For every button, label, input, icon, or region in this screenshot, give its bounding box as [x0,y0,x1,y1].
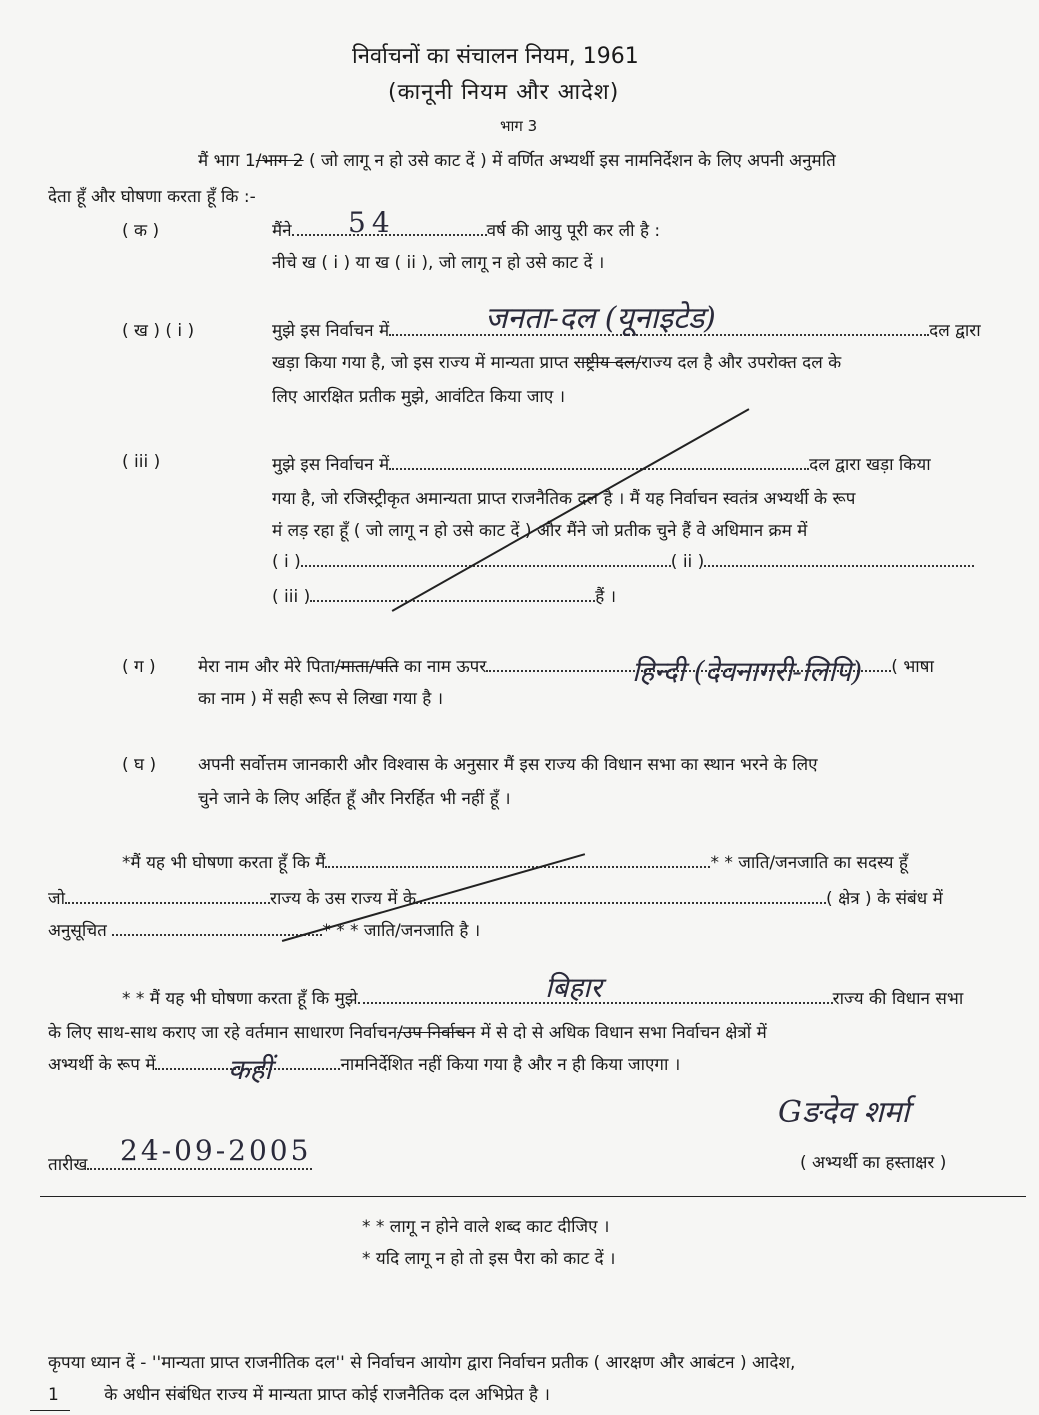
caste-line-1: *मैं यह भी घोषणा करता हूँ कि मैं * * जाति/जनजाति का सदस्य हूँ [122,853,908,873]
clause-kh3-option-i: ( i ) ( ii ) [272,552,974,572]
intro-line-1: मैं भाग 1/भाग 2 ( जो लागू न हो उसे काट दें ) में वर्णित अभ्यर्थी इस नामनिर्देशन के लिए अपनी अनुमति [198,151,836,171]
clause-kh1-label: ( ख ) ( i ) [122,321,195,341]
clause-g-line-2: का नाम ) में सही रूप से लिखा गया है । [198,689,444,709]
language-handwritten: हिन्दी (देवनागरी-लिपि) [632,655,863,688]
clause-kh3-label: ( iii ) [122,452,161,472]
age-handwritten: 54 [348,206,396,239]
strike-through-kh3 [392,408,750,611]
clause-kh3-line-3: मं लड़ रहा हूँ ( जो लागू न हो उसे काट दें ) और मैंने जो प्रतीक चुने हैं वे अधिमान क्रम में [272,521,808,541]
candidate-signature: Gङदेव शर्मा [778,1095,910,1130]
clause-gh-label: ( घ ) [122,755,157,775]
clause-kh3-option-iii: ( iii ) हैं । [272,587,617,607]
clause-k-line-1: मैंने वर्ष की आयु पूरी कर ली है : [272,221,661,241]
constituency-line-3: अभ्यर्थी के रूप में नामनिर्देशित नहीं किया गया है और न ही किया जाएगा । [48,1055,681,1075]
signature-caption: ( अभ्यर्थी का हस्ताक्षर ) [800,1153,947,1173]
footer-line-1: कृपया ध्यान दें - ''मान्यता प्राप्त राजनीतिक दल'' से निर्वाचन आयोग द्वारा निर्वाचन प्रतीक ( आरक्षण और आबंटन ) आदेश, [48,1353,796,1373]
footer-rule [30,1410,70,1411]
clause-kh1-line-3: लिए आरक्षित प्रतीक मुझे, आवंटित किया जाए । [272,387,566,407]
party-handwritten: जनता-दल (यूनाइटेड) [485,301,716,336]
date-row: तारीख [48,1152,312,1175]
clause-k-line-2: नीचे ख ( i ) या ख ( ii ), जो लागू न हो उसे काट दें । [272,253,605,273]
note-2: * यदि लागू न हो तो इस पैरा को काट दें । [362,1249,616,1269]
where-handwritten: कहीं [228,1053,272,1086]
clause-g-label: ( ग ) [122,657,156,677]
clause-gh-line-1: अपनी सर्वोत्तम जानकारी और विश्वास के अनुसार मैं इस राज्य की विधान सभा का स्थान भरने के लिए [198,755,818,775]
caste-line-2: जो राज्य के उस राज्य में के ( क्षेत्र ) के संबंध में [48,889,943,909]
clause-kh1-line-1: मुझे इस निर्वाचन में दल द्वारा [272,321,981,341]
divider-line [40,1196,1026,1197]
note-1: * * लागू न होने वाले शब्द काट दीजिए । [362,1217,610,1237]
intro-line-2: देता हूँ और घोषणा करता हूँ कि :- [48,187,256,207]
footer-line-2: 1 के अधीन संबंधित राज्य में मान्यता प्राप्त कोई राजनैतिक दल अभिप्रेत है । [48,1385,550,1405]
clause-k-label: ( क ) [122,221,160,241]
caste-line-3: अनुसूचित * * * जाति/जनजाति है । [48,921,481,941]
clause-gh-line-2: चुने जाने के लिए अर्हित हूँ और निरर्हित भी नहीं हूँ । [198,789,511,809]
state-handwritten: बिहार [545,971,602,1004]
constituency-line-1: * * मैं यह भी घोषणा करता हूँ कि मुझे राज्य की विधान सभा [122,989,964,1009]
clause-g-line-1: मेरा नाम और मेरे पिता/माता/पति का नाम ऊपर ( भाषा [198,657,934,677]
clause-kh3-line-2: गया है, जो रजिस्ट्रीकृत अमान्यता प्राप्त राजनैतिक दल है । मैं यह निर्वाचन स्वतंत्र अभ्यर्थी के रूप [272,489,856,509]
constituency-line-2: के लिए साथ-साथ कराए जा रहे वर्तमान साधारण निर्वाचन/उप निर्वाचन में से दो से अधिक विधान सभा निर्वाचन क्षेत्रों में [48,1023,767,1043]
date-handwritten: 24-09-2005 [120,1134,312,1167]
page-subtitle: (कानूनी नियम और आदेश) [388,80,620,105]
clause-kh3-line-1: मुझे इस निर्वाचन में दल द्वारा खड़ा किया [272,455,931,475]
part-heading: भाग 3 [500,117,538,135]
clause-kh1-line-2: खड़ा किया गया है, जो इस राज्य में मान्यता प्राप्त राष्ट्रीय दल/राज्य दल है और उपरोक्त दल के [272,353,842,373]
page-title: निर्वाचनों का संचालन नियम, 1961 [352,44,639,69]
